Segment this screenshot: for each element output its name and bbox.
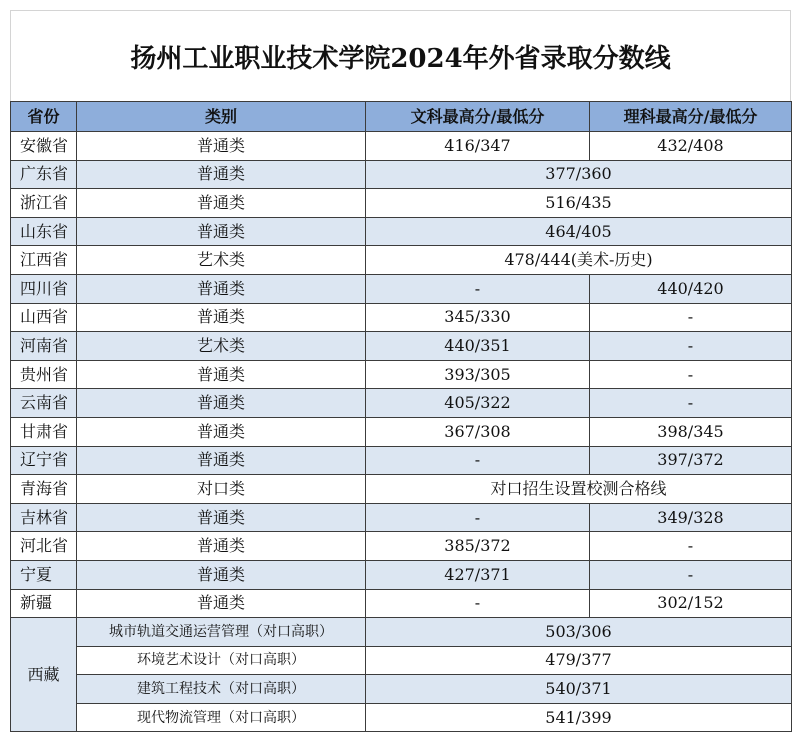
header-province: 省份 bbox=[11, 102, 77, 132]
category-cell: 艺术类 bbox=[77, 332, 366, 361]
category-cell: 普通类 bbox=[77, 274, 366, 303]
table-row-xizang bbox=[11, 675, 792, 704]
table-row bbox=[11, 332, 792, 361]
arts-score-cell: 385/372 bbox=[366, 532, 590, 561]
province-cell: 浙江省 bbox=[11, 189, 77, 218]
arts-score-cell: - bbox=[366, 446, 590, 475]
arts-score-cell: 345/330 bbox=[366, 303, 590, 332]
combined-score-cell: 541/399 bbox=[366, 703, 792, 732]
science-score-cell: 432/408 bbox=[590, 132, 792, 161]
arts-score-cell: 367/308 bbox=[366, 417, 590, 446]
combined-score-cell: 478/444(美术-历史) bbox=[366, 246, 792, 275]
category-cell: 普通类 bbox=[77, 503, 366, 532]
category-cell: 艺术类 bbox=[77, 246, 366, 275]
science-score-cell: - bbox=[590, 532, 792, 561]
table-row bbox=[11, 189, 792, 218]
science-score-cell: 440/420 bbox=[590, 274, 792, 303]
arts-score-cell: 416/347 bbox=[366, 132, 590, 161]
table-row bbox=[11, 589, 792, 618]
category-cell: 普通类 bbox=[77, 589, 366, 618]
science-score-cell: - bbox=[590, 332, 792, 361]
page-title: 扬州工业职业技术学院2024年外省录取分数线 bbox=[130, 43, 671, 74]
science-score-cell: - bbox=[590, 303, 792, 332]
combined-score-cell: 503/306 bbox=[366, 618, 792, 647]
province-cell: 吉林省 bbox=[11, 503, 77, 532]
table-row bbox=[11, 503, 792, 532]
science-score-cell: - bbox=[590, 560, 792, 589]
category-cell: 普通类 bbox=[77, 303, 366, 332]
category-cell: 普通类 bbox=[77, 217, 366, 246]
arts-score-cell: 405/322 bbox=[366, 389, 590, 418]
province-cell: 新疆 bbox=[11, 589, 77, 618]
header-row bbox=[11, 102, 792, 132]
combined-score-cell: 479/377 bbox=[366, 646, 792, 675]
province-cell: 青海省 bbox=[11, 475, 77, 504]
table-row-xizang bbox=[11, 618, 792, 647]
arts-score-cell: 440/351 bbox=[366, 332, 590, 361]
category-cell: 普通类 bbox=[77, 132, 366, 161]
title-box bbox=[10, 10, 791, 101]
arts-score-cell: 427/371 bbox=[366, 560, 590, 589]
combined-score-cell: 377/360 bbox=[366, 160, 792, 189]
science-score-cell: 302/152 bbox=[590, 589, 792, 618]
table-row bbox=[11, 560, 792, 589]
table-row bbox=[11, 389, 792, 418]
province-cell: 云南省 bbox=[11, 389, 77, 418]
arts-score-cell: - bbox=[366, 503, 590, 532]
table-row bbox=[11, 274, 792, 303]
table-row bbox=[11, 246, 792, 275]
header-science-score: 理科最高分/最低分 bbox=[590, 102, 792, 132]
arts-score-cell: - bbox=[366, 589, 590, 618]
header-category: 类别 bbox=[77, 102, 366, 132]
category-cell: 普通类 bbox=[77, 417, 366, 446]
science-score-cell: 397/372 bbox=[590, 446, 792, 475]
province-cell: 山西省 bbox=[11, 303, 77, 332]
science-score-cell: - bbox=[590, 360, 792, 389]
major-cell: 环境艺术设计（对口高职） bbox=[77, 646, 366, 675]
combined-score-cell: 464/405 bbox=[366, 217, 792, 246]
category-cell: 普通类 bbox=[77, 160, 366, 189]
category-cell: 普通类 bbox=[77, 389, 366, 418]
arts-score-cell: 393/305 bbox=[366, 360, 590, 389]
province-cell: 山东省 bbox=[11, 217, 77, 246]
major-cell: 现代物流管理（对口高职） bbox=[77, 703, 366, 732]
province-cell: 河南省 bbox=[11, 332, 77, 361]
major-cell: 城市轨道交通运营管理（对口高职） bbox=[77, 618, 366, 647]
table-row bbox=[11, 360, 792, 389]
category-cell: 普通类 bbox=[77, 532, 366, 561]
science-score-cell: - bbox=[590, 389, 792, 418]
score-table bbox=[10, 101, 792, 732]
province-cell: 河北省 bbox=[11, 532, 77, 561]
province-cell: 甘肃省 bbox=[11, 417, 77, 446]
table-row-xizang bbox=[11, 703, 792, 732]
table-row bbox=[11, 532, 792, 561]
table-row bbox=[11, 217, 792, 246]
table-row bbox=[11, 417, 792, 446]
table-row bbox=[11, 160, 792, 189]
province-cell-xizang: 西藏 bbox=[11, 618, 77, 732]
category-cell: 普通类 bbox=[77, 560, 366, 589]
table-row bbox=[11, 303, 792, 332]
province-cell: 贵州省 bbox=[11, 360, 77, 389]
province-cell: 四川省 bbox=[11, 274, 77, 303]
province-cell: 安徽省 bbox=[11, 132, 77, 161]
table-row bbox=[11, 446, 792, 475]
header-arts-score: 文科最高分/最低分 bbox=[366, 102, 590, 132]
science-score-cell: 349/328 bbox=[590, 503, 792, 532]
science-score-cell: 398/345 bbox=[590, 417, 792, 446]
table-row bbox=[11, 475, 792, 504]
province-cell: 广东省 bbox=[11, 160, 77, 189]
arts-score-cell: - bbox=[366, 274, 590, 303]
table-row bbox=[11, 132, 792, 161]
combined-score-cell: 540/371 bbox=[366, 675, 792, 704]
province-cell: 江西省 bbox=[11, 246, 77, 275]
category-cell: 普通类 bbox=[77, 189, 366, 218]
province-cell: 辽宁省 bbox=[11, 446, 77, 475]
combined-score-cell: 对口招生设置校测合格线 bbox=[366, 475, 792, 504]
category-cell: 普通类 bbox=[77, 360, 366, 389]
table-row-xizang bbox=[11, 646, 792, 675]
major-cell: 建筑工程技术（对口高职） bbox=[77, 675, 366, 704]
combined-score-cell: 516/435 bbox=[366, 189, 792, 218]
category-cell: 普通类 bbox=[77, 446, 366, 475]
category-cell: 对口类 bbox=[77, 475, 366, 504]
province-cell: 宁夏 bbox=[11, 560, 77, 589]
